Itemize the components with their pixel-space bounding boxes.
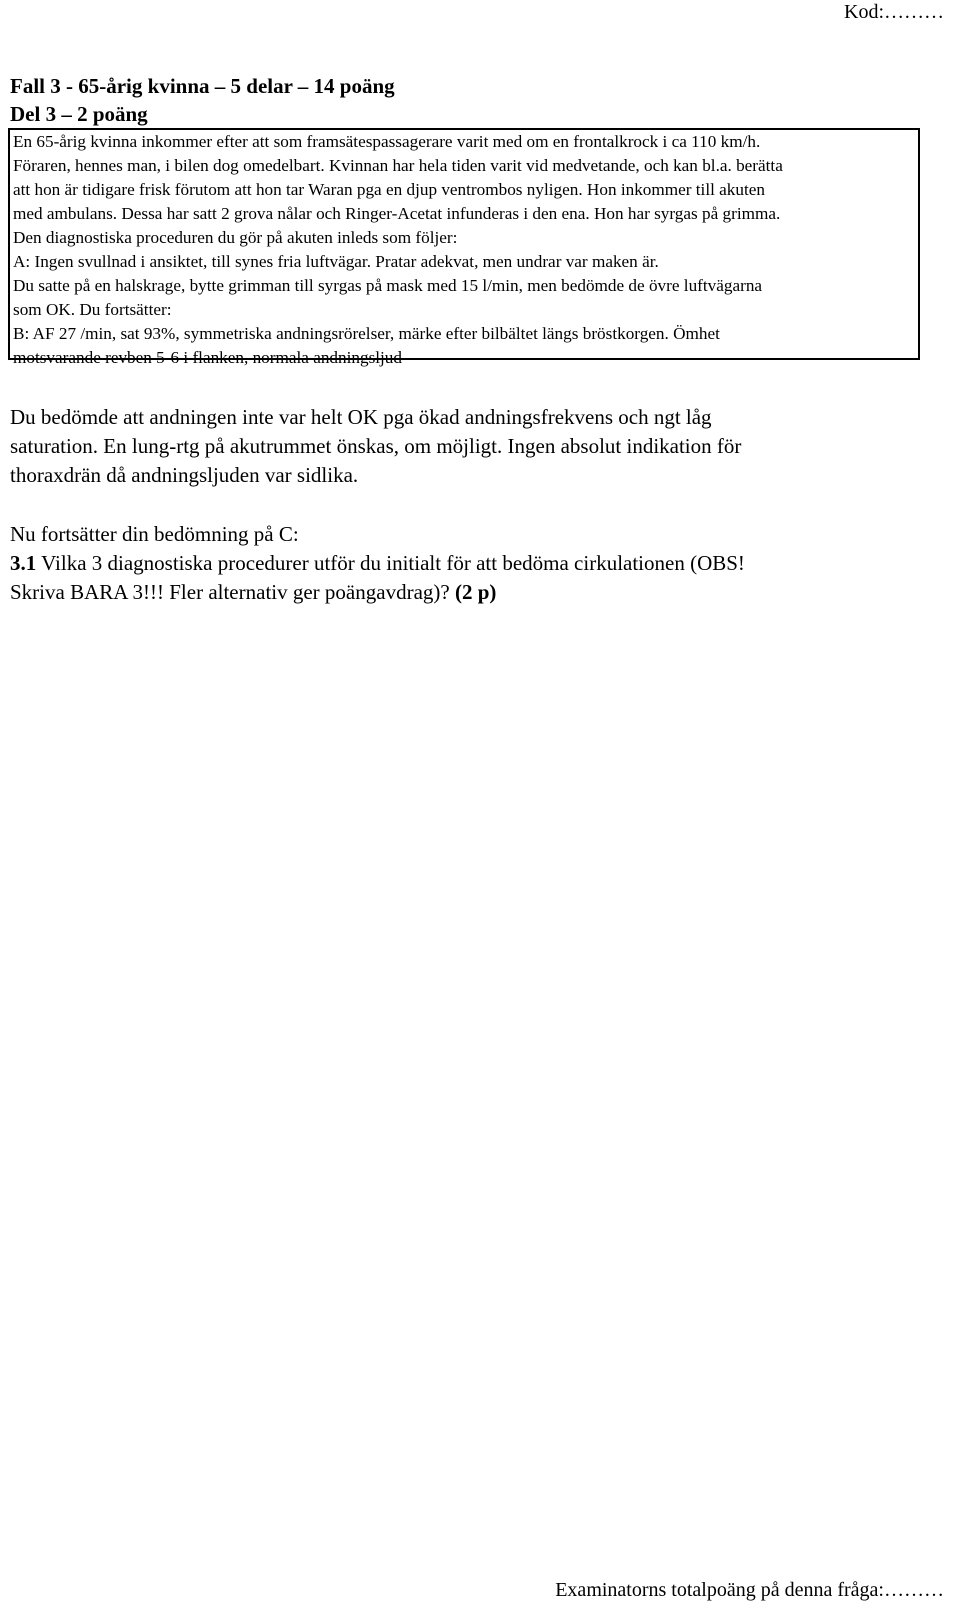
continue-text: Nu fortsätter din bedömning på C: xyxy=(10,522,299,546)
case-line: motsvarande revben 5-6 i flanken, normala andningsljud xyxy=(13,348,402,367)
question-text-1: Vilka 3 diagnostiska procedurer utför du initialt för att bedöma cirkulationen (OBS! xyxy=(36,551,745,575)
assessment-line: saturation. En lung-rtg på akutrummet önskas, om möjligt. Ingen absolut indikation för xyxy=(10,434,742,458)
examiner-total-points: Examinatorns totalpoäng på denna fråga:……… xyxy=(555,1579,944,1601)
case-line: A: Ingen svullnad i ansiktet, till synes fria luftvägar. Pratar adekvat, men undrar var maken är. xyxy=(13,252,659,271)
breathing-assessment xyxy=(10,403,930,490)
case-description-box xyxy=(8,128,920,367)
case-line: Den diagnostiska proceduren du gör på akuten inleds som följer: xyxy=(13,228,458,247)
question-line-2 xyxy=(10,578,745,607)
case-line: med ambulans. Dessa har satt 2 grova nålar och Ringer-Acetat infunderas i den ena. Hon har syrgas på grimma. xyxy=(13,204,781,223)
kod-field: Kod:……… xyxy=(844,1,944,23)
case-heading: Fall 3 - 65-årig kvinna – 5 delar – 14 poäng xyxy=(10,74,395,98)
case-line: Föraren, hennes man, i bilen dog omedelbart. Kvinnan har hela tiden varit vid medvetande, och kan bl.a. berätta xyxy=(13,156,783,175)
question-number: 3.1 xyxy=(10,551,37,575)
question-text-2: Skriva BARA 3!!! Fler alternativ ger poängavdrag)? xyxy=(10,580,455,604)
case-line: att hon är tidigare frisk förutom att hon tar Waran pga en djup ventrombos nyligen. Hon inkommer till akuten xyxy=(13,180,765,199)
question-3-1 xyxy=(10,549,745,607)
question-points: (2 p) xyxy=(454,580,497,604)
assessment-line: Du bedömde att andningen inte var helt OK pga ökad andningsfrekvens och ngt låg xyxy=(10,405,712,429)
case-line: B: AF 27 /min, sat 93%, symmetriska andningsrörelser, märke efter bilbältet längs bröstkorgen. Ömhet xyxy=(13,324,720,343)
question-line-1 xyxy=(10,549,745,578)
case-line: Du satte på en halskrage, bytte grimman till syrgas på mask med 15 l/min, men bedömde de övre luftvägarna xyxy=(13,276,763,295)
case-line: En 65-årig kvinna inkommer efter att som framsätespassagerare varit med om en frontalkrock i ca 110 km/h. xyxy=(13,132,761,151)
part-heading: Del 3 – 2 poäng xyxy=(10,102,148,126)
case-line: som OK. Du fortsätter: xyxy=(13,300,172,319)
assessment-line: thoraxdrän då andningsljuden var sidlika. xyxy=(10,463,359,487)
